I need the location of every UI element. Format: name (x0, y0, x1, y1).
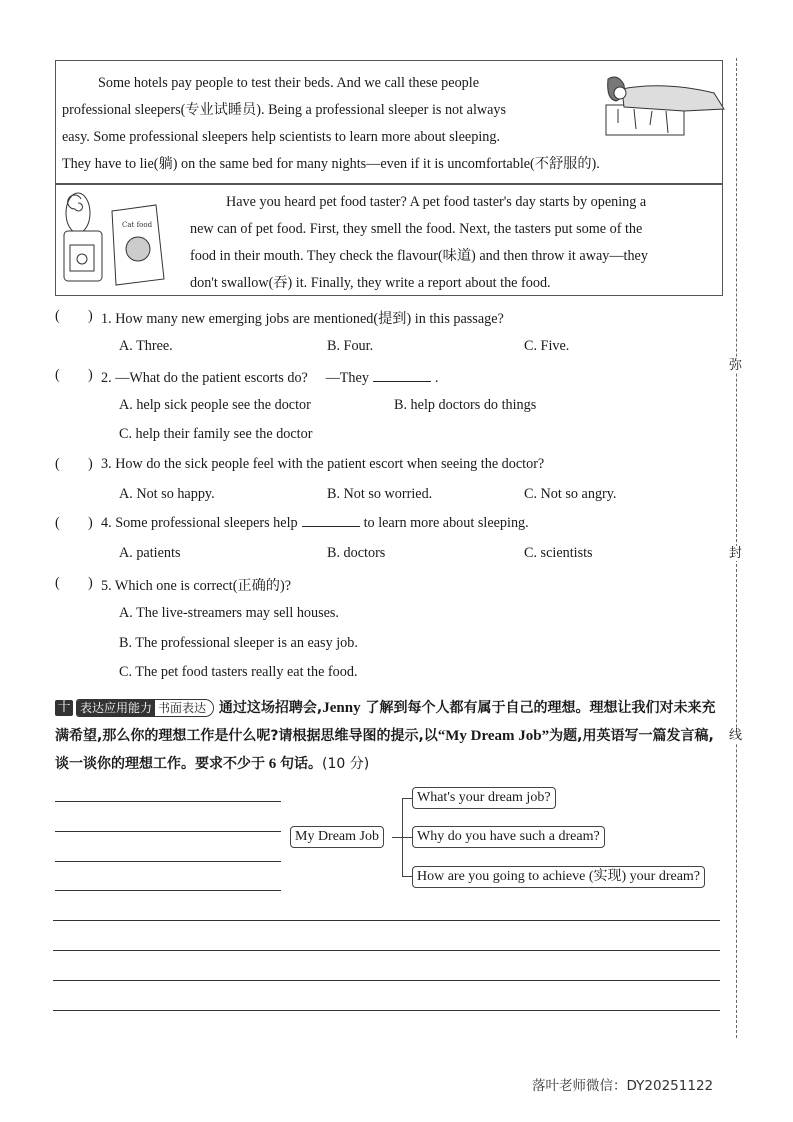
question-text: 2. —What do the patient escorts do? —They (101, 370, 369, 386)
option-c: C. help their family see the doctor (119, 426, 313, 442)
answer-bracket-open: ( (55, 456, 60, 472)
option-a: A. The live-streamers may sell houses. (119, 605, 339, 621)
writing-line[interactable] (55, 890, 281, 891)
option-c: C. The pet food tasters really eat the food. (119, 664, 358, 680)
option-a: A. Not so happy. (119, 486, 215, 502)
passage-line: don't swallow(吞) it. Finally, they write a report about the food. (190, 275, 551, 291)
passage-line: food in their mouth. They check the flavour(味道) and then throw it away—they (190, 248, 648, 264)
answer-bracket-close: ) (88, 575, 93, 591)
mind-map-connector (402, 837, 412, 838)
answer-bracket-close: ) (88, 367, 93, 383)
badge-type: 书面表达 (155, 700, 213, 716)
instruction-name: Jenny (322, 700, 361, 716)
mind-map-root: My Dream Job (290, 826, 384, 848)
question-text: 4. Some professional sleepers help (101, 515, 298, 531)
writing-line[interactable] (53, 920, 720, 921)
mind-map-branch: What's your dream job? (412, 787, 556, 809)
writing-line[interactable] (53, 1010, 720, 1011)
writing-line[interactable] (53, 950, 720, 951)
question-text-end: to learn more about sleeping. (363, 515, 529, 531)
answer-bracket-close: ) (88, 308, 93, 324)
passage-text (190, 189, 717, 297)
instruction-part: 句话。 (280, 756, 322, 772)
option-a: A. Three. (119, 338, 173, 354)
option-b: B. doctors (327, 545, 386, 561)
option-a: A. patients (119, 545, 181, 561)
passage-line: easy. Some professional sleepers help scientists to learn more about sleeping. (62, 129, 500, 145)
writing-line[interactable] (55, 861, 281, 862)
question-text: 1. How many new emerging jobs are mentioned(提到) in this passage? (101, 311, 504, 327)
option-a: A. help sick people see the doctor (119, 397, 311, 413)
option-c: C. Not so angry. (524, 486, 617, 502)
instruction-score: (10 分) (322, 756, 370, 772)
answer-bracket-open: ( (55, 367, 60, 383)
passage-box-professional-sleeper (55, 60, 723, 184)
passage-line: Some hotels pay people to test their beds. And we call these people (98, 75, 479, 91)
question-text: 5. Which one is correct(正确的)? (101, 578, 292, 594)
badge-skill: 表达应用能力 (77, 700, 155, 716)
margin-char-xian: 线 (729, 728, 743, 743)
passage-box-pet-food-taster (55, 184, 723, 296)
section-badge (76, 699, 214, 717)
mind-map-connector (392, 837, 402, 838)
answer-bracket-close: ) (88, 515, 93, 531)
passage-line: professional sleepers(专业试睡员). Being a professional sleeper is not always (62, 102, 507, 118)
answer-bracket-open: ( (55, 575, 60, 591)
sleeper-bed-illustration (604, 75, 728, 137)
footer-contact: 落叶老师微信：DY20251122 (532, 1078, 714, 1094)
writing-line[interactable] (55, 801, 281, 802)
question-text: 3. How do the sick people feel with the patient escort when seeing the doctor? (101, 456, 545, 472)
fill-blank[interactable] (373, 370, 431, 382)
option-b: B. Not so worried. (327, 486, 433, 502)
instruction-part: 了解到每个人都有属于自己的理想。理想让我们对未来充满希望,那么你的理想工作是什么呢?请根据思维导图的提示,以 (55, 700, 716, 744)
pet-food-illustration (60, 191, 180, 291)
instruction-part: 通过这场招聘会, (218, 700, 323, 716)
question-text-end: . (434, 370, 439, 386)
mind-map-branch: Why do you have such a dream? (412, 826, 605, 848)
option-b: B. Four. (327, 338, 374, 354)
option-b: B. help doctors do things (394, 397, 537, 413)
margin-char-feng: 封 (729, 546, 743, 561)
section-number: 十 (55, 700, 73, 716)
instruction-title: “My Dream Job” (437, 728, 550, 744)
answer-bracket-open: ( (55, 308, 60, 324)
option-c: C. scientists (524, 545, 593, 561)
instruction-part: 为题,用英语写一篇发言稿,谈一谈你的理想工作。要求不少于 (55, 728, 714, 772)
bag-label: Cat food (122, 221, 153, 229)
instruction-count: 6 (265, 756, 280, 772)
option-c: C. Five. (524, 338, 570, 354)
margin-char-mi: 弥 (729, 358, 743, 373)
option-b: B. The professional sleeper is an easy job. (119, 635, 358, 651)
passage-line: They have to lie(躺) on the same bed for many nights—even if it is uncomfortable(不舒服的). (62, 156, 600, 172)
answer-bracket-close: ) (88, 456, 93, 472)
mind-map-branch: How are you going to achieve (实现) your dream? (412, 866, 705, 888)
passage-line: new can of pet food. First, they smell the food. Next, the tasters put some of the (190, 221, 643, 237)
passage-line: Have you heard pet food taster? A pet food taster's day starts by opening a (226, 194, 647, 210)
writing-section-instructions (55, 694, 725, 778)
fill-blank[interactable] (302, 515, 360, 527)
answer-bracket-open: ( (55, 515, 60, 531)
writing-line[interactable] (53, 980, 720, 981)
writing-line[interactable] (55, 831, 281, 832)
